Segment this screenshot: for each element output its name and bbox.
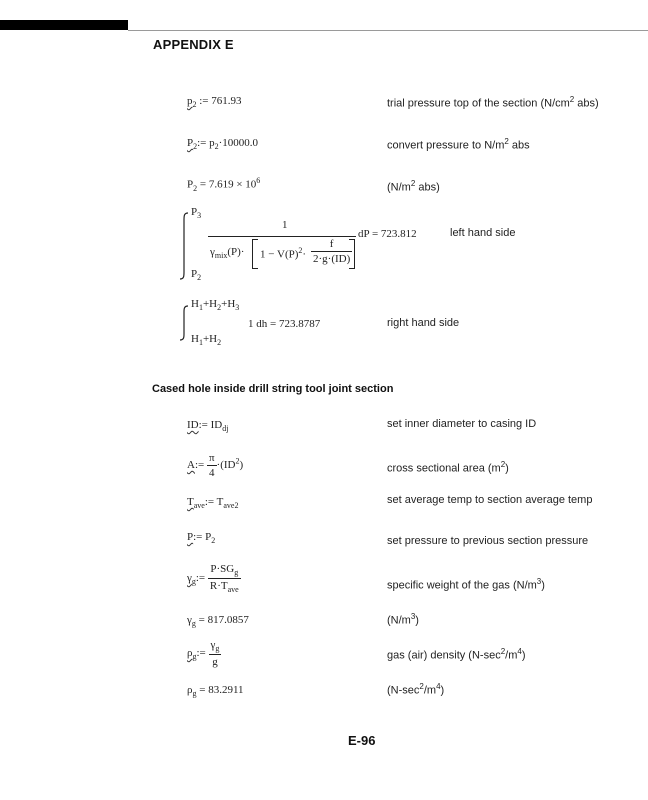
header-black-bar <box>0 20 128 30</box>
gamma-result-units: $(N/m^3)$ <box>387 612 419 627</box>
left-integral-upper-limit: $P_3$ <box>191 206 202 221</box>
pressure-description: set pressure to previous section pressure <box>387 535 589 547</box>
area-assignment: A:= $\frac{\pi}{4}$ $\cdot(ID^2)$ <box>187 452 244 479</box>
left-integral-bracket-body: $1 - V(P)^2\cdot$ <box>260 246 307 261</box>
left-integral-friction-fraction: $\frac{f}{2\cdot g\cdot(ID)}$ <box>313 238 351 265</box>
left-integral-result: dP = 723.812 <box>358 228 417 240</box>
gamma-result: $\gamma_g = 817.0857$ <box>187 614 249 629</box>
temperature-description: set average temp to section average temp <box>387 494 593 506</box>
rho-description: gas (air) density $(N-\sec^2/m^4)$ <box>387 647 526 662</box>
gamma-assignment: $\gamma_g:=$ $\frac{P\cdot SG_g}{R\cdot T_{ave}}$ <box>187 563 239 595</box>
pressure-assignment: P:= $P_2$ <box>187 531 216 546</box>
temperature-assignment: $T_{ave}:= T_{ave2}$ <box>187 496 239 511</box>
p2-assignment: $p_2$ := 761.93 <box>187 95 242 110</box>
integral-sign-left <box>178 210 192 282</box>
appendix-title: APPENDIX E <box>153 37 234 52</box>
left-bracket <box>252 239 258 269</box>
left-integral-fraction-bar <box>208 236 356 237</box>
rho-result-units: $(N-\sec^2/m^4)$ <box>387 682 445 697</box>
right-integral-lower-limit: $H_1+H_2$ <box>191 333 222 348</box>
right-integral-upper-limit: $H_1+H_2+H_3$ <box>191 298 240 313</box>
right-bracket <box>349 239 355 269</box>
section-heading: Cased hole inside drill string tool joint section <box>152 383 394 395</box>
header-rule <box>128 30 648 31</box>
ID-assignment: ID:= $ID_{dj}$ <box>187 419 229 434</box>
P2-convert-description: convert pressure to $N/m^2$ abs <box>387 137 530 152</box>
left-integral-lower-limit: $P_2$ <box>191 268 202 283</box>
left-hand-side-label: left hand side <box>450 227 516 239</box>
left-integral-numerator: 1 <box>282 219 288 231</box>
integral-sign-right <box>178 303 192 343</box>
P2-result-units: ($N/m^2$ abs) <box>387 179 440 194</box>
ID-description: set inner diameter to casing ID <box>387 418 537 430</box>
left-integral-gamma-mix: $\gamma_{mix}(P)\cdot$ <box>210 246 245 261</box>
page-number: E-96 <box>348 733 376 748</box>
right-integral-result: 1 dh = 723.8787 <box>248 318 321 330</box>
right-hand-side-label: right hand side <box>387 317 460 329</box>
P2-result: $P_2 = 7.619 \times 10^6$ <box>187 176 261 193</box>
p2-description: trial pressure top of the section ($N/cm^2$ abs) <box>387 95 599 110</box>
gamma-description: specific weight of the gas $(N/m^3)$ <box>387 577 545 592</box>
rho-result: $\rho_g = 83.2911$ <box>187 684 244 699</box>
area-description: cross sectional area $(m^2)$ <box>387 460 509 475</box>
rho-assignment: $\rho_g:=$ $\frac{\gamma_g}{g}$ <box>187 639 220 669</box>
P2-convert-equation: $P_2:= p_2\cdot 10000.0$ <box>187 137 259 152</box>
